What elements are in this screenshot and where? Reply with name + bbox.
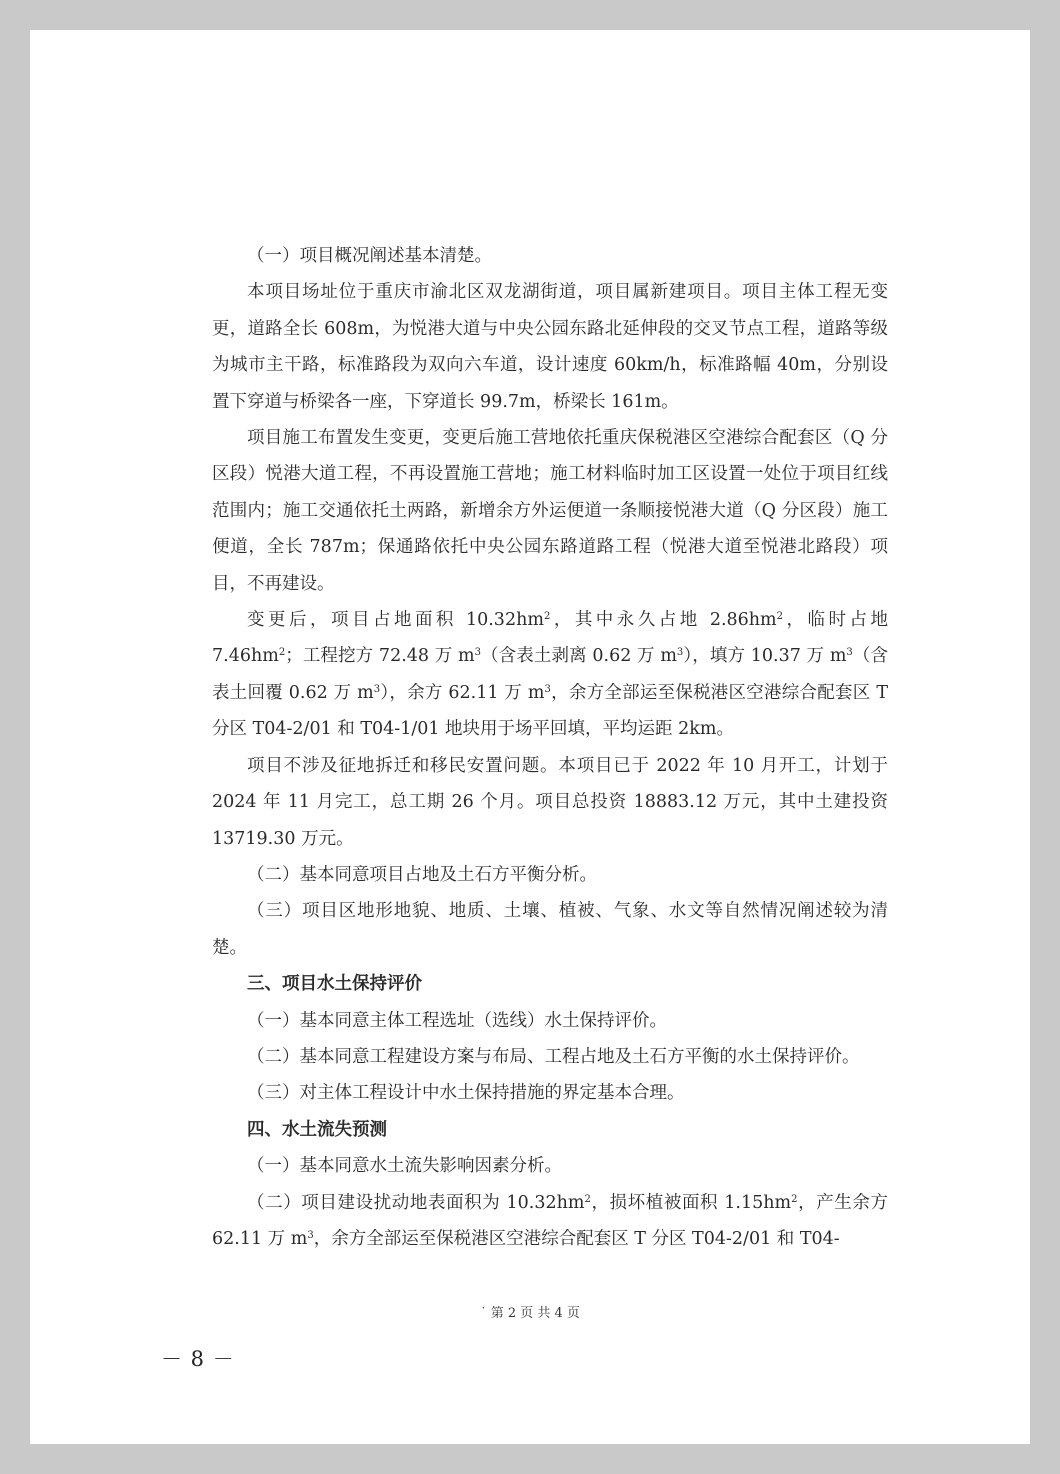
superscript: 3 bbox=[373, 683, 381, 695]
text-run: （二）项目建设扰动地表面积为 10.32hm bbox=[247, 1192, 585, 1213]
paragraph: 本项目场址位于重庆市渝北区双龙湖街道，项目属新建项目。项目主体工程无变更，道路全长 608m，为悦港大道与中央公园东路北延伸段的交叉节点工程，道路等级为城市主干路，标准路段为双向六车道，设计速度 60km/h，标准路幅 40m，分别设置下穿道与桥梁各一座，下穿道长 99.7m，桥梁长 161m。 bbox=[212, 282, 888, 412]
paragraph: 项目施工布置发生变更，变更后施工营地依托重庆保税港区空港综合配套区（Q 分区段）悦港大道工程，不再设置施工营地；施工材料临时加工区设置一处位于项目红线范围内；施工交通依托土两路，新增余方外运便道一条顺接悦港大道（Q 分区段）施工便道，全长 787m；保通路依托中央公园东路道路工程（悦港大道至悦港北路段）项目，不再建设。 bbox=[212, 428, 888, 594]
document-page bbox=[30, 30, 1030, 1444]
superscript: 2 bbox=[543, 611, 551, 623]
superscript: 3 bbox=[474, 647, 481, 659]
document-body bbox=[212, 238, 888, 1257]
paragraph bbox=[212, 1185, 888, 1258]
text-run: （含表土剥离 0.62 万 m bbox=[480, 646, 677, 667]
text-run: ，余方全部运至保税港区空港综合配套区 T 分区 T04-2/01 和 T04- bbox=[313, 1228, 840, 1249]
section-heading: 三、项目水土保持评价 bbox=[247, 974, 422, 995]
text-run: ），余方 62.11 万 m bbox=[380, 682, 545, 703]
text-run: ，产生余方 62.11 万 m bbox=[212, 1192, 888, 1249]
superscript: 2 bbox=[278, 647, 286, 659]
superscript: 2 bbox=[584, 1193, 591, 1205]
paragraph: （三）项目区地形地貌、地质、土壤、植被、气象、水文等自然情况阐述较为清楚。 bbox=[212, 901, 888, 958]
text-run: ，损坏植被面积 1.15hm bbox=[590, 1192, 792, 1213]
paragraph: （二）基本同意工程建设方案与布局、工程占地及土石方平衡的水土保持评价。 bbox=[247, 1046, 860, 1067]
paragraph: 项目不涉及征地拆迁和移民安置问题。本项目已于 2022 年 10 月开工，计划于 2024 年 11 月完工，总工期 26 个月。项目总投资 18883.12 万元，其中土建投资 13719.30 万元。 bbox=[212, 755, 888, 849]
text-run: ，临时占地 7.46hm bbox=[212, 610, 888, 667]
paragraph: （三）对主体工程设计中水土保持措施的界定基本合理。 bbox=[247, 1083, 685, 1104]
text-run: （含表土回覆 0.62 万 m bbox=[212, 646, 889, 703]
paragraph bbox=[212, 602, 888, 748]
superscript: 2 bbox=[776, 611, 784, 623]
superscript: 3 bbox=[307, 1229, 314, 1241]
superscript: 3 bbox=[676, 647, 684, 659]
superscript: 3 bbox=[544, 683, 551, 695]
superscript: 2 bbox=[791, 1193, 798, 1205]
paragraph: （一）基本同意主体工程选址（选线）水土保持评价。 bbox=[247, 1010, 667, 1031]
page-footer: ˙ 第 2 页 共 4 页 bbox=[480, 1306, 580, 1321]
paragraph: （二）基本同意项目占地及土石方平衡分析。 bbox=[247, 864, 597, 885]
text-run: ，余方全部运至保税港区空港综合配套区 T 分区 T04-2/01 和 T04-1/01 地块用于场平回填，平均运距 2km。 bbox=[212, 682, 889, 740]
page-number: － 8 － bbox=[161, 1347, 235, 1371]
superscript: 3 bbox=[846, 647, 853, 659]
paragraph: （一）项目概况阐述基本清楚。 bbox=[247, 246, 492, 266]
text-run: ，其中永久占地 2.86hm bbox=[550, 610, 777, 631]
text-run: ），填方 10.37 万 m bbox=[683, 646, 847, 667]
text-run: 变更后，项目占地面积 10.32hm bbox=[247, 610, 544, 631]
section-heading: 四、水土流失预测 bbox=[247, 1119, 387, 1140]
text-run: ；工程挖方 72.48 万 m bbox=[285, 646, 475, 667]
paragraph: （一）基本同意水土流失影响因素分析。 bbox=[247, 1156, 562, 1177]
